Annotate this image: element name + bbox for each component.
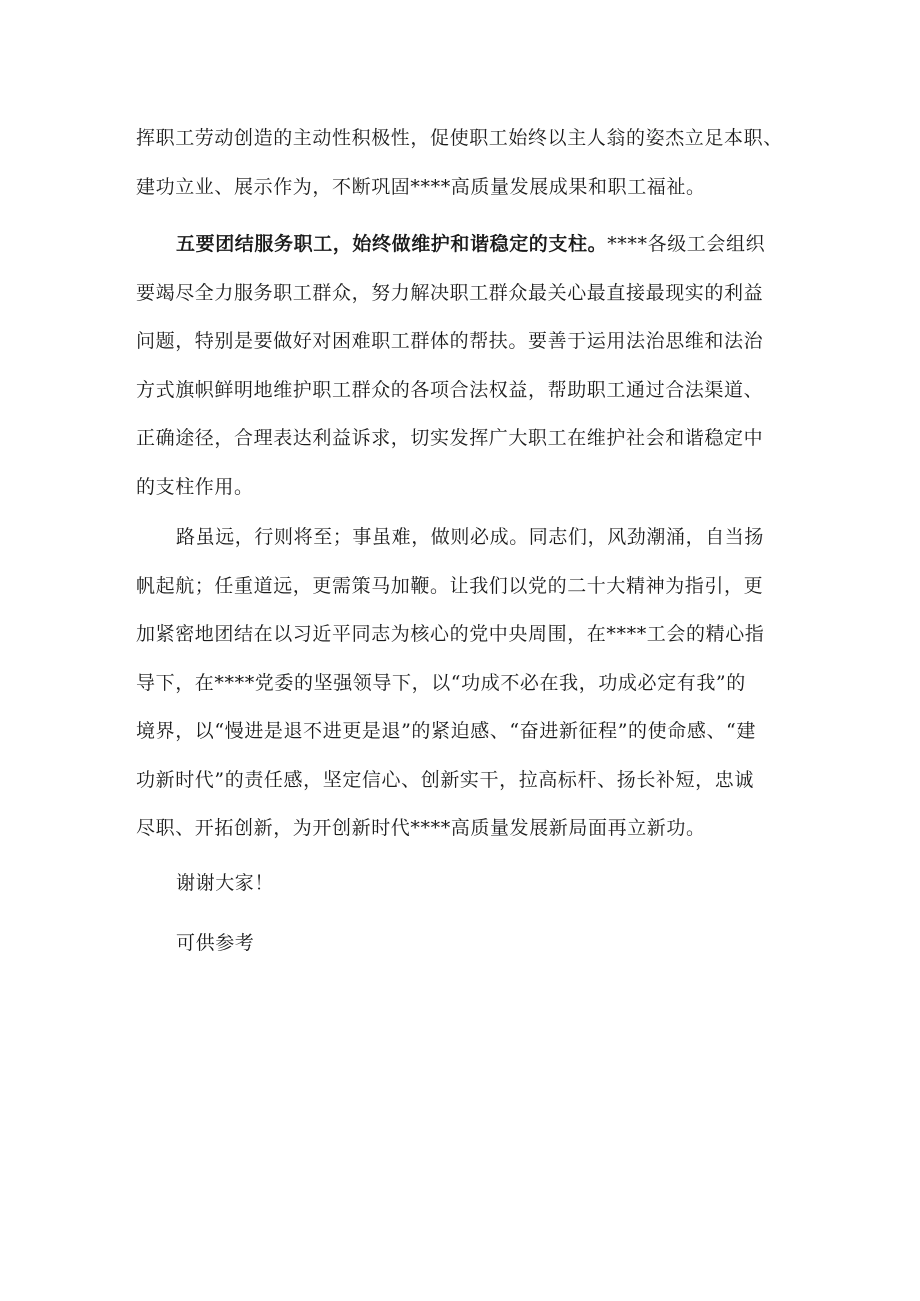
text-line: 方式旗帜鲜明地维护职工群众的各项合法权益，帮助职工通过合法渠道、 (136, 378, 764, 401)
text-line: 路虽远，行则将至；事虽难，做则必成。同志们，风劲潮涌，自当扬 (176, 526, 765, 548)
paragraph-heading: 五要团结服务职工，始终做维护和谐稳定的支柱。 (176, 233, 608, 255)
text-run: ****各级工会组织 (607, 233, 766, 255)
reference-note-text: 可供参考 (176, 932, 255, 954)
thanks-text: 谢谢大家！ (176, 872, 275, 894)
text-line: 正确途径，合理表达利益诉求，切实发挥广大职工在维护社会和谐稳定中 (136, 427, 764, 449)
reference-note (136, 919, 796, 968)
text-line: 挥职工劳动创造的主动性积极性，促使职工始终以主人翁的姿杰立足本职、 (136, 127, 783, 149)
text-line: 建功立业、展示作为，不断巩固****高质量发展成果和职工福祉。 (136, 175, 706, 198)
text-line: 帆起航；任重道远，更需策马加鞭。让我们以党的二十大精神为指引，更 (136, 574, 764, 597)
paragraph-continued (136, 114, 796, 211)
paragraph-first-line (136, 220, 796, 269)
paragraph-closing (136, 513, 796, 853)
text-line: 尽职、开拓创新，为开创新时代****高质量发展新局面再立新功。 (136, 817, 706, 839)
text-line: 功新时代”的责任感，坚定信心、创新实干，拉高标杆、扬长补短，忠诚 (136, 768, 754, 791)
thanks-line (136, 859, 796, 908)
text-line: 加紧密地团结在以习近平同志为核心的党中央周围，在****工会的精心指 (136, 623, 765, 645)
paragraph-five (136, 220, 796, 511)
text-line: 境界，以“慢进是退不进更是退”的紧迫感、“奋进新征程”的使命感、“建 (136, 720, 756, 742)
text-line: 问题，特别是要做好对困难职工群体的帮扶。要善于运用法治思维和法治 (136, 330, 764, 352)
text-line: 要竭尽全力服务职工群众，努力解决职工群众最关心最直接最现实的利益 (136, 281, 764, 304)
text-line: 导下，在****党委的坚强领导下，以“功成不必在我，功成必定有我”的 (136, 671, 746, 694)
text-line: 的支柱作用。 (136, 475, 254, 498)
